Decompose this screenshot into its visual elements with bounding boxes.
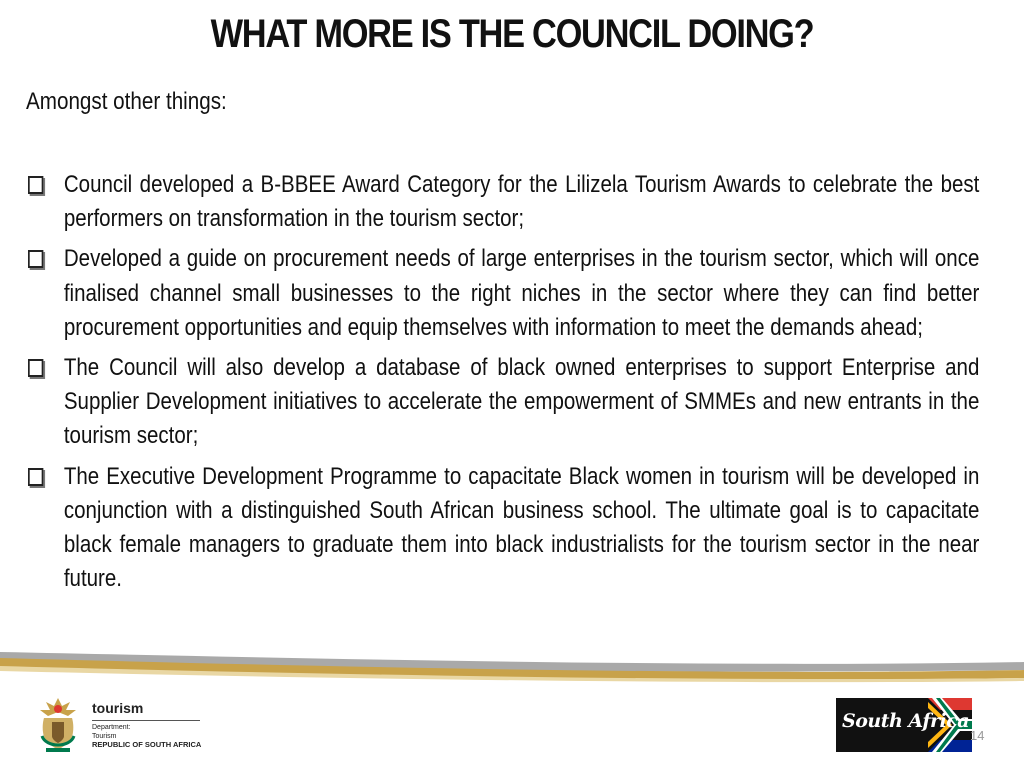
department-line: Department: bbox=[92, 724, 131, 731]
page-number: 14 bbox=[970, 728, 985, 743]
bullet-item bbox=[28, 351, 979, 454]
bullet-text: The Executive Development Programme to capacitate Black women in tourism will be developed in conjunction with a distinguished South African business school. The ultimate goal is to capacitate black female managers to graduate them into black industrialists for the tourism sector in the near future. bbox=[63, 462, 980, 593]
bullet-text: The Council will also develop a database of black owned enterprises to support Enterprise and Supplier Development initiatives to accelerate the empowerment of SMMEs and new entrants in the tourism sector; bbox=[63, 354, 980, 450]
decorative-swoosh bbox=[0, 640, 1024, 690]
republic-label: REPUBLIC OF SOUTH AFRICA bbox=[92, 740, 202, 749]
checkbox-bullet-icon bbox=[28, 176, 43, 194]
tourism-wordmark: tourism bbox=[92, 700, 144, 716]
bullet-item bbox=[28, 168, 979, 236]
checkbox-bullet-icon bbox=[28, 359, 43, 377]
south-africa-brand-logo bbox=[836, 698, 972, 752]
bullet-text: Council developed a B-BBEE Award Category for the Lilizela Tourism Awards to celebrate the best performers on transformation in the tourism sector; bbox=[63, 171, 980, 233]
department-label bbox=[92, 723, 131, 741]
department-line: Tourism bbox=[92, 733, 117, 740]
slide-title: WHAT MORE IS THE COUNCIL DOING? bbox=[210, 12, 814, 56]
logo-divider bbox=[92, 720, 200, 721]
checkbox-bullet-icon bbox=[28, 250, 43, 268]
coat-of-arms-icon bbox=[36, 696, 80, 754]
bullet-item bbox=[28, 460, 979, 597]
checkbox-bullet-icon bbox=[28, 468, 43, 486]
bullet-item bbox=[28, 242, 979, 345]
bullet-text: Developed a guide on procurement needs of large enterprises in the tourism sector, which will once finalised channel small businesses to the right niches in the sector where they can find better procurement opportunities and equip themselves with information to meet the demands ahead; bbox=[63, 245, 980, 341]
brand-logo-text: South Africa bbox=[842, 710, 970, 732]
intro-text: Amongst other things: bbox=[26, 88, 227, 115]
tourism-department-logo bbox=[36, 696, 206, 756]
bullet-list bbox=[28, 168, 979, 602]
